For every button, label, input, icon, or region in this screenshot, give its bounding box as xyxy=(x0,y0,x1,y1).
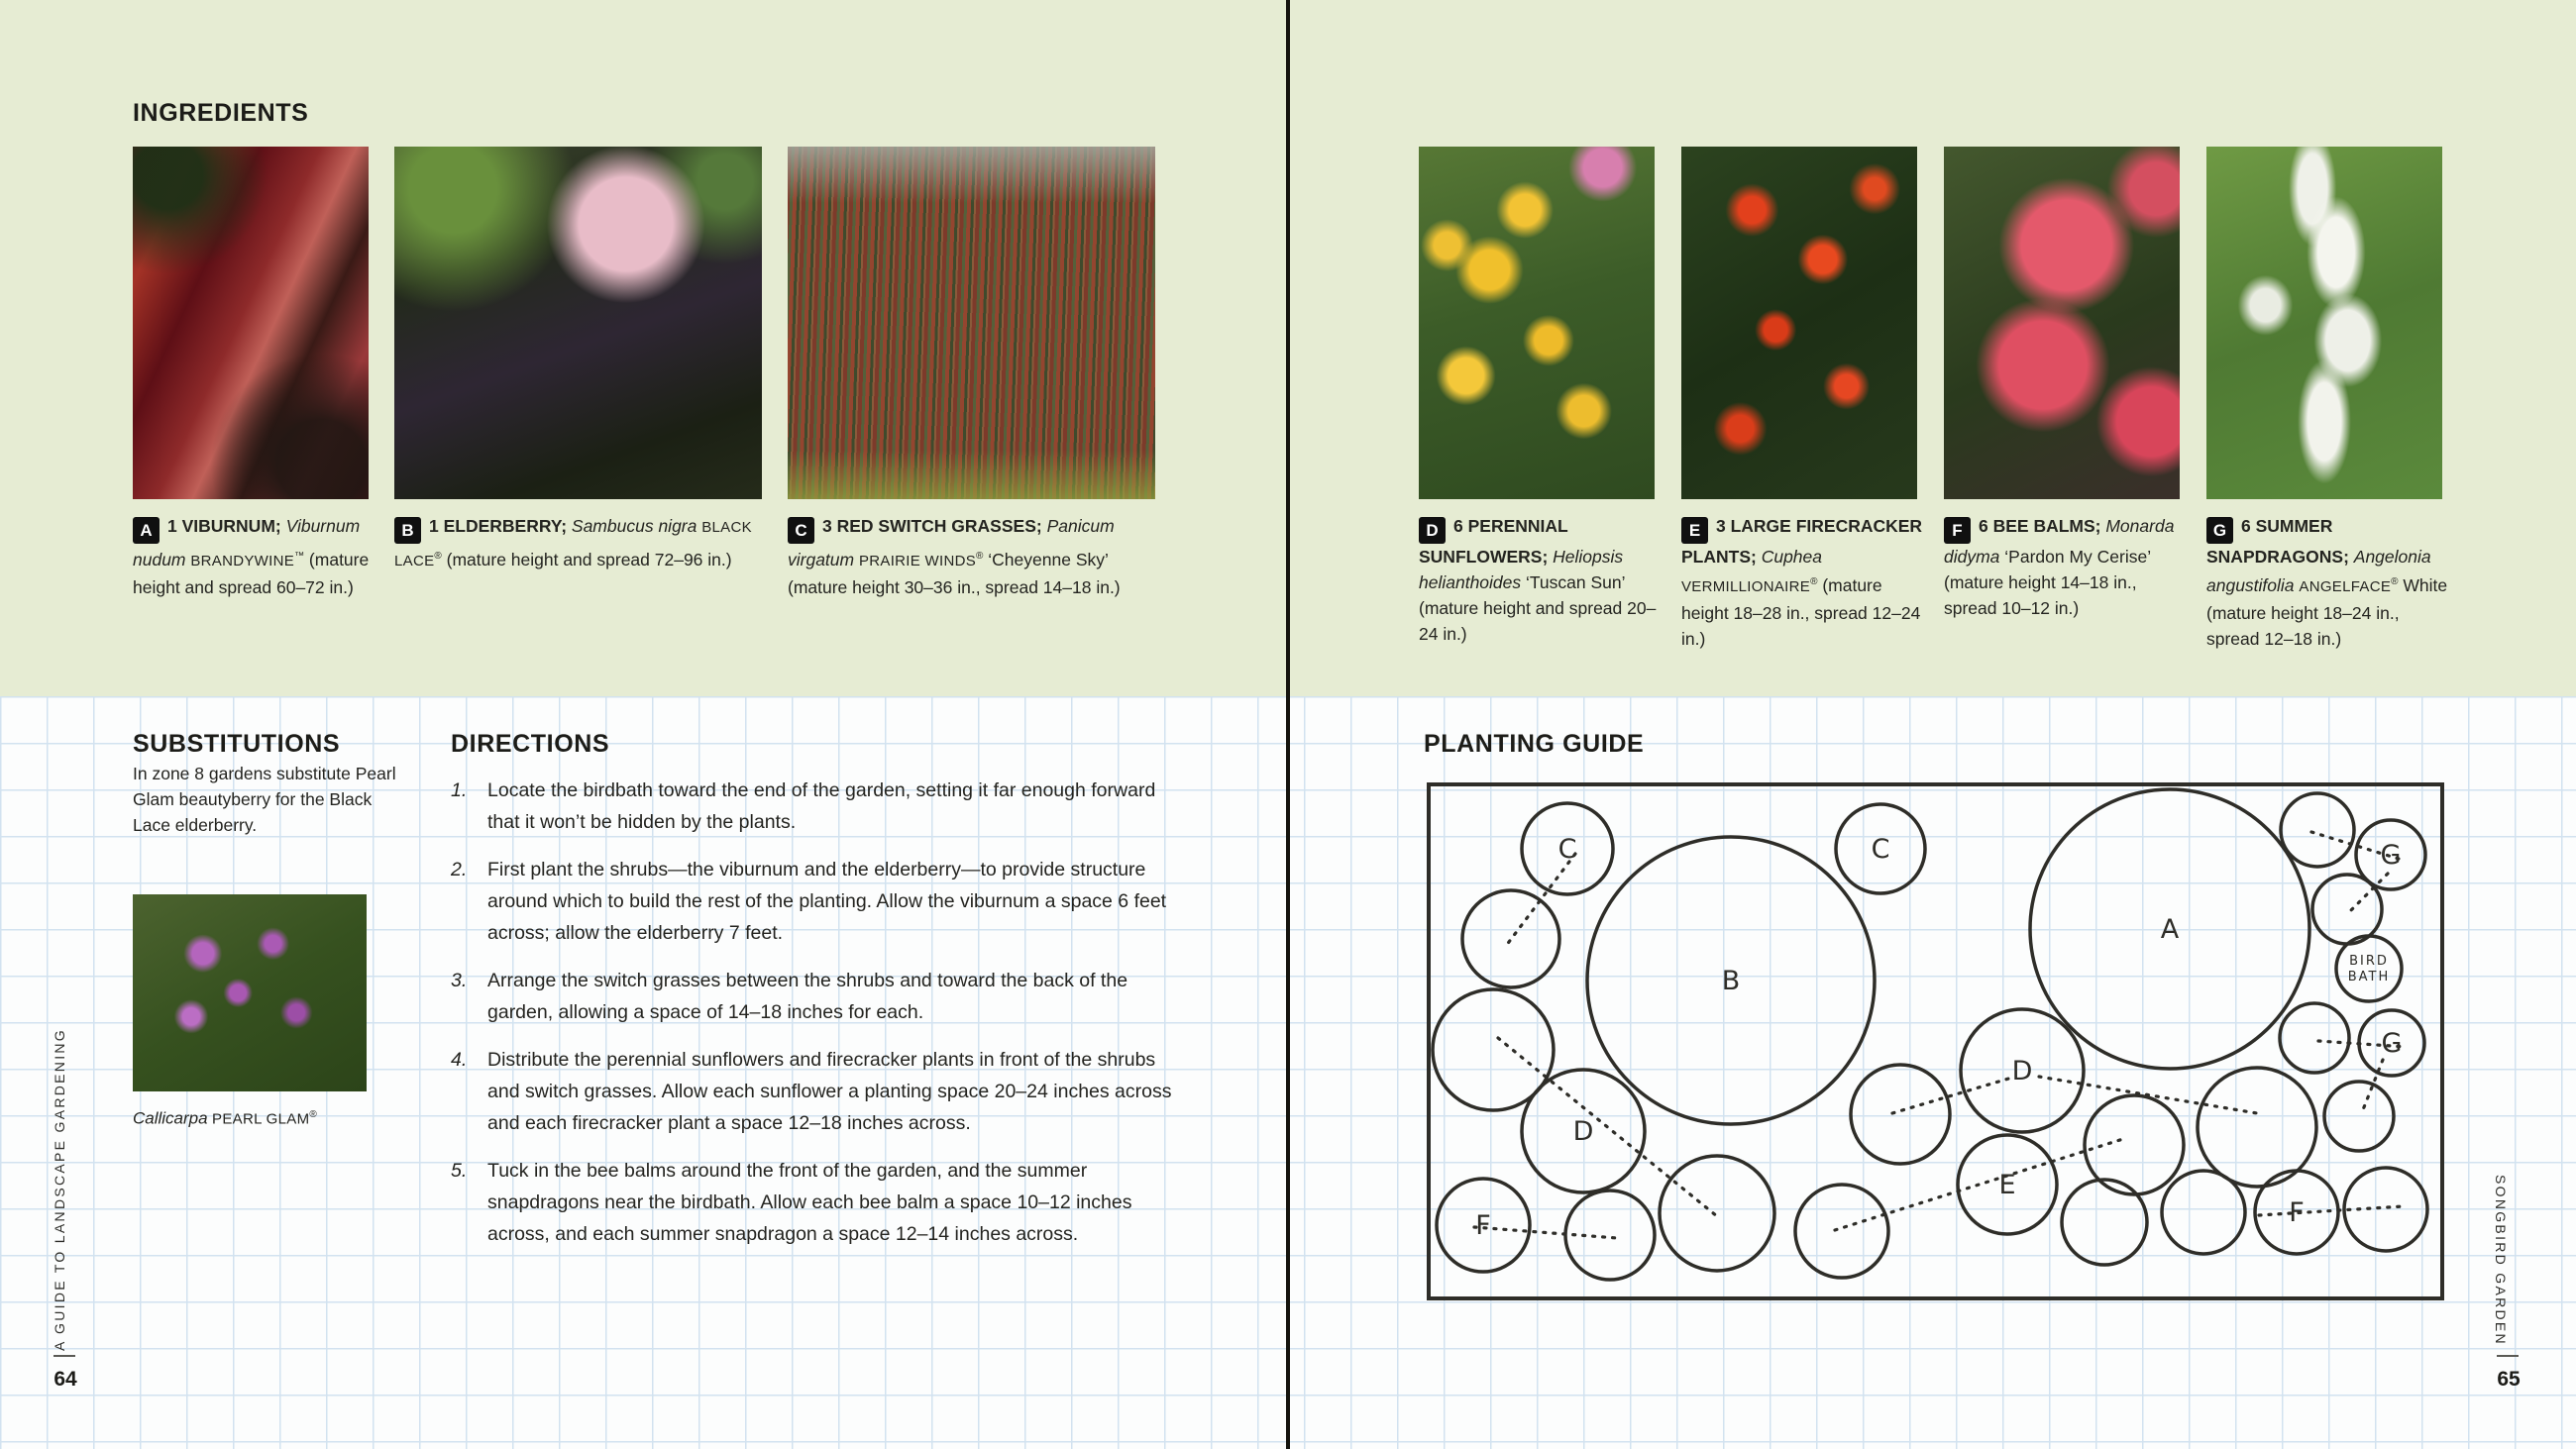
caption-segment: Viburnum nudum xyxy=(133,516,361,569)
plant-circle-label-g: G xyxy=(2381,1028,2403,1059)
direction-step-2 xyxy=(451,854,1179,949)
caption-segment: (mature height 18–28 in., spread 12–24 in.) xyxy=(1681,574,1921,649)
right-folio-rule xyxy=(2497,1355,2519,1357)
direction-step-number: 4. xyxy=(451,1049,468,1071)
caption-segment: 1 VIBURNUM; xyxy=(167,516,286,536)
birdbath-circle xyxy=(2336,936,2402,1001)
caption-segment: BLACK LACE xyxy=(394,519,752,569)
ingredients-photos-left xyxy=(133,147,1155,600)
caption-segment: (mature height and spread 72–96 in.) xyxy=(441,549,732,569)
ingredients-photos-right xyxy=(1419,147,2448,652)
caption-segment: PEARL GLAM xyxy=(207,1110,310,1128)
plant-caption-g xyxy=(2206,513,2449,652)
plant-card-g xyxy=(2206,147,2448,652)
plant-circle-label-d: D xyxy=(1572,1116,1594,1147)
plant-circle-label-a: A xyxy=(2160,914,2180,945)
caption-segment: VERMILLIONAIRE xyxy=(1681,577,1811,595)
caption-segment: ® xyxy=(976,551,984,562)
plant-circle-label-g: G xyxy=(2380,840,2402,871)
planting-guide-heading: PLANTING GUIDE xyxy=(1424,730,1645,758)
plant-circle-18 xyxy=(2324,1082,2394,1151)
plant-card-c xyxy=(788,147,1155,600)
plant-letter-badge-a: A xyxy=(133,517,160,544)
plant-letter-badge-b: B xyxy=(394,517,421,544)
caption-segment: ™ xyxy=(294,551,305,562)
caption-segment: 6 PERENNIAL SUNFLOWERS; xyxy=(1419,516,1568,567)
plant-spacing-dashed-line xyxy=(2259,1206,2404,1215)
plant-photo-c xyxy=(788,147,1155,499)
plant-caption-f xyxy=(1944,513,2187,621)
direction-step-5 xyxy=(451,1155,1179,1250)
plant-photo-d xyxy=(1419,147,1655,499)
caption-segment: Sambucus nigra xyxy=(571,516,702,536)
direction-step-number: 1. xyxy=(451,779,468,801)
caption-segment: (mature height and spread 60–72 in.) xyxy=(133,549,370,597)
caption-segment: ® xyxy=(2391,576,2399,587)
directions-list xyxy=(451,775,1179,1266)
plant-photo-f xyxy=(1944,147,2180,499)
plant-circle-14 xyxy=(2312,875,2382,944)
plant-caption-b xyxy=(394,513,779,574)
caption-segment: Cuphea xyxy=(1761,547,1823,567)
plant-card-f xyxy=(1944,147,2180,652)
caption-segment: Heliopsis helianthoides xyxy=(1419,547,1624,592)
plant-spacing-dashed-line xyxy=(1474,1227,1617,1238)
caption-segment: PRAIRIE WINDS xyxy=(858,552,977,569)
plant-circle-label-f: F xyxy=(2289,1197,2305,1228)
caption-segment: Callicarpa xyxy=(133,1108,208,1128)
caption-segment: 6 SUMMER SNAPDRAGONS; xyxy=(2206,516,2354,567)
plant-circle-8 xyxy=(1660,1156,1774,1271)
caption-segment: ® xyxy=(309,1109,317,1120)
plant-circle-12 xyxy=(2281,793,2354,867)
plant-card-a xyxy=(133,147,369,600)
caption-segment: Monarda didyma xyxy=(1944,516,2175,567)
substitutions-text: In zone 8 gardens substitute Pearl Glam beautyberry for the Black Lace elderberry. xyxy=(133,764,396,835)
plant-circle-label-b: B xyxy=(1721,966,1741,996)
direction-step-text: Arrange the switch grasses between the shrubs and toward the back of the garden, allowing a space of 14–18 inches for each. xyxy=(487,970,1128,1023)
direction-step-text: First plant the shrubs—the viburnum and the elderberry—to provide structure around which to build the rest of the planting. Allow the viburnum a space 6 feet across; allow the elderberry 7 feet. xyxy=(487,859,1167,944)
plant-letter-badge-e: E xyxy=(1681,517,1708,544)
caption-segment: ‘Tuscan Sun’ (mature height and spread 20–24 in.) xyxy=(1419,572,1657,644)
caption-segment: Panicum virgatum xyxy=(788,516,1115,569)
plant-letter-badge-f: F xyxy=(1944,517,1971,544)
plant-circle-10 xyxy=(1851,1065,1950,1164)
plant-circle-label-c: C xyxy=(1871,834,1890,865)
plant-circle-16 xyxy=(2280,1003,2349,1073)
plant-letter-badge-c: C xyxy=(788,517,814,544)
plant-circle-23 xyxy=(2062,1180,2147,1265)
plant-circle-label-d: D xyxy=(2011,1056,2033,1087)
caption-segment: BRANDYWINE xyxy=(190,552,295,569)
plant-photo-e xyxy=(1681,147,1917,499)
plant-caption-a xyxy=(133,513,376,600)
directions-heading: DIRECTIONS xyxy=(451,730,610,758)
plant-photo-a xyxy=(133,147,369,499)
plant-circle-label-c: C xyxy=(1557,834,1577,865)
page-gutter xyxy=(1286,0,1290,1449)
plant-letter-badge-g: G xyxy=(2206,517,2233,544)
right-running-foot: SONGBIRD GARDEN xyxy=(2493,1175,2509,1346)
beautyberry-photo xyxy=(133,894,367,1091)
direction-step-number: 5. xyxy=(451,1160,468,1182)
caption-segment: 6 BEE BALMS; xyxy=(1979,516,2106,536)
plant-circle-label-e: E xyxy=(1998,1170,2016,1200)
plant-circle-label-f: F xyxy=(1475,1210,1491,1241)
caption-segment: White (mature height 18–24 in., spread 12–18 in.) xyxy=(2206,574,2448,649)
plant-circle-20 xyxy=(2198,1068,2316,1187)
plant-spacing-dashed-line xyxy=(1892,1077,2015,1113)
left-page-number: 64 xyxy=(54,1368,77,1391)
direction-step-1 xyxy=(451,775,1179,838)
plant-circle-7 xyxy=(1565,1190,1655,1280)
caption-segment: ® xyxy=(1810,576,1818,587)
planting-guide-diagram xyxy=(1427,782,2444,1300)
plant-letter-badge-d: D xyxy=(1419,517,1446,544)
plant-photo-b xyxy=(394,147,762,499)
plant-caption-e xyxy=(1681,513,1924,652)
planting-guide-svg xyxy=(1427,782,2444,1300)
direction-step-text: Tuck in the bee balms around the front of the garden, and the summer snapdragons near the birdbath. Allow each bee balm a space 10–12 inches across, and each summer snapdragon a space 12–14 inches across. xyxy=(487,1160,1132,1245)
caption-segment: 3 LARGE FIRECRACKER PLANTS; xyxy=(1681,516,1923,567)
substitutions-heading: SUBSTITUTIONS xyxy=(133,730,341,758)
beautyberry-caption xyxy=(133,1103,430,1132)
caption-segment: Angelonia angustifolia xyxy=(2206,547,2431,595)
plant-caption-d xyxy=(1419,513,1662,647)
direction-step-text: Distribute the perennial sunflowers and firecracker plants in front of the shrubs and switch grasses. Allow each sunflower a planting space 20–24 inches across and each firecracker plant a space 12–18 inches across. xyxy=(487,1049,1172,1134)
direction-step-text: Locate the birdbath toward the end of the garden, setting it far enough forward that it won’t be hidden by the plants. xyxy=(487,779,1156,833)
plant-caption-c xyxy=(788,513,1172,600)
left-running-foot: A GUIDE TO LANDSCAPE GARDENING xyxy=(52,1028,67,1351)
caption-segment: 1 ELDERBERRY; xyxy=(429,516,572,536)
plant-card-e xyxy=(1681,147,1923,652)
right-page-number: 65 xyxy=(2497,1368,2521,1391)
caption-segment: ‘Pardon My Cerise’ (mature height 14–18 in., spread 10–12 in.) xyxy=(1944,547,2151,618)
caption-segment: ® xyxy=(434,551,442,562)
direction-step-number: 3. xyxy=(451,970,468,991)
direction-step-4 xyxy=(451,1044,1179,1139)
caption-segment: ANGELFACE xyxy=(2299,577,2392,595)
plant-photo-g xyxy=(2206,147,2442,499)
direction-step-3 xyxy=(451,965,1179,1028)
ingredients-heading: INGREDIENTS xyxy=(133,99,309,127)
caption-segment: ‘Cheyenne Sky’ (mature height 30–36 in., spread 14–18 in.) xyxy=(788,549,1121,597)
plant-card-b xyxy=(394,147,762,600)
direction-step-number: 2. xyxy=(451,859,468,880)
left-folio-rule xyxy=(54,1355,75,1357)
plant-circle-24 xyxy=(2162,1171,2245,1254)
birdbath-label: BIRD BATH xyxy=(2347,954,2391,984)
plant-card-d xyxy=(1419,147,1655,652)
plant-circle-9 xyxy=(1795,1185,1888,1278)
plant-circle-1 xyxy=(1462,890,1559,987)
caption-segment: 3 RED SWITCH GRASSES; xyxy=(822,516,1047,536)
